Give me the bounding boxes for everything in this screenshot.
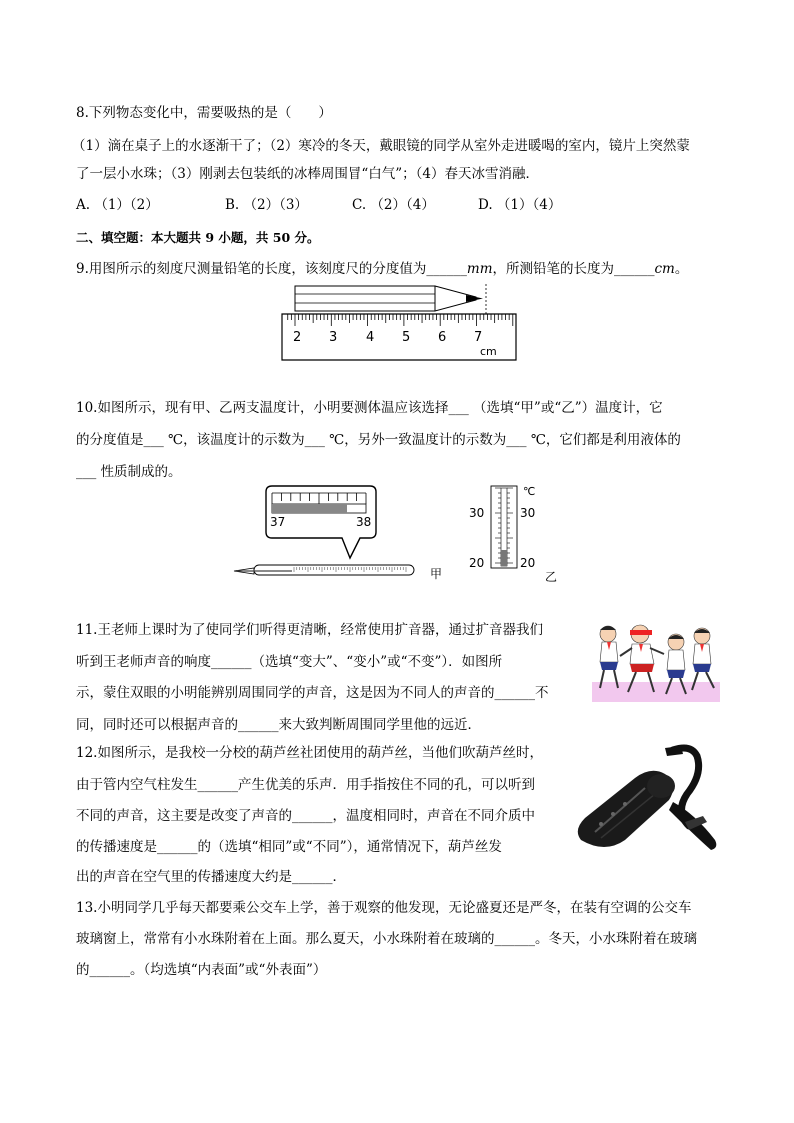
ruler-unit: cm: [480, 345, 497, 358]
q12-line4: 的传播速度是______的（选填“相同”或“不同”），通常情况下，葫芦丝发: [76, 839, 502, 855]
ruler-number-4: 4: [366, 330, 375, 345]
unit-c: ℃: [523, 485, 536, 498]
q9-unit-cm: cm: [654, 261, 675, 277]
ruler-figure: [280, 284, 520, 364]
wall-thermometer-liquid: [501, 550, 507, 566]
ruler-number-3: 3: [329, 330, 338, 345]
q10-line2: 的分度值是___ ℃，该温度计的示数为___ ℃，另外一致温度计的示数为___ ℃，它们都是利用液体的: [76, 432, 681, 448]
clinical-thermometer: [254, 565, 414, 575]
q13-line3: 的______。（均选填“内表面”或“外表面”）: [76, 962, 327, 978]
tick-30-right: 30: [520, 506, 536, 520]
q11-line2: 听到王老师声音的响度______（选填“变大”、“变小”或“不变”）．如图所: [76, 654, 503, 670]
clinical-thermometer-figure: [232, 484, 452, 584]
zoom-label-38: 38: [356, 515, 372, 529]
wall-thermometer-figure: [465, 484, 585, 584]
label-yi: 乙: [545, 570, 558, 584]
q11-line4: 同，同时还可以根据声音的______来大致判断周围同学里他的远近．: [76, 717, 481, 733]
q10-line3: ___ 性质制成的。: [76, 464, 182, 480]
q8-statement-line2: 了一层小水珠；（3）刚剥去包装纸的冰棒周围冒“白气”；（4）春天冰雪消融．: [76, 166, 539, 182]
q11-line1: 11.王老师上课时为了使同学们听得更清晰，经常使用扩音器，通过扩音器我们: [76, 622, 543, 638]
q8-statement-line1: （1）滴在桌子上的水逐渐干了；（2）寒冷的冬天，戴眼镜的同学从室外走进暖喝的室内，镜片上突然蒙: [72, 138, 690, 154]
q8-option-d: D. （1）（4）: [478, 197, 562, 213]
q11-line3: 示，蒙住双眼的小明能辨别周围同学的声音，这是因为不同人的声音的______不: [76, 685, 549, 701]
q8-stem: 8.下列物态变化中，需要吸热的是（ ）: [76, 105, 332, 121]
zoom-mercury-bar: [272, 504, 347, 513]
q10-line1: 10.如图所示，现有甲、乙两支温度计，小明要测体温应该选择___ （选填“甲”或“乙”）温度计，它: [76, 400, 663, 416]
q8-option-a: A. （1）（2）: [76, 197, 159, 213]
section-heading: 二、填空题：本大题共 9 小题，共 50 分。: [76, 230, 320, 245]
q13-line2: 玻璃窗上，常常有小水珠附着在上面。那么夏天，小水珠附着在玻璃的______。冬天，小水珠附着在玻璃: [76, 931, 697, 947]
q9-unit-mm: mm: [466, 261, 493, 277]
tick-30-left: 30: [469, 506, 485, 520]
children-game-illustration: [592, 614, 720, 704]
q8-option-b: B. （2）（3）: [225, 197, 308, 213]
tick-20-left: 20: [469, 556, 485, 570]
q9-text-a: 9.用图所示的刻度尺测量铅笔的长度，该刻度尺的分度值为______: [76, 261, 467, 277]
q9-text-b: ，所测铅笔的长度为______: [492, 261, 655, 277]
zoom-label-37: 37: [270, 515, 286, 529]
q12-line5: 出的声音在空气里的传播速度大约是______．: [76, 869, 346, 885]
q9-text: [76, 260, 688, 278]
label-jia: 甲: [430, 567, 443, 581]
ruler-number-7: 7: [474, 330, 483, 345]
ruler-number-5: 5: [402, 330, 411, 345]
q12-line3: 不同的声音，这主要是改变了声音的______，温度相同时，声音在不同介质中: [76, 808, 535, 824]
q12-line1: 12.如图所示，是我校一分校的葫芦丝社团使用的葫芦丝，当他们吹葫芦丝时，: [76, 745, 543, 761]
q13-line1: 13.小明同学几乎每天都要乘公交车上学，善于观察的他发现，无论盛夏还是严冬，在装有空调的公交车: [76, 900, 692, 916]
pencil-figure: [295, 284, 486, 314]
ruler-number-2: 2: [293, 330, 302, 345]
tick-20-right: 20: [520, 556, 536, 570]
q9-text-c: 。: [674, 261, 689, 277]
q8-option-c: C. （2）（4）: [352, 197, 435, 213]
q12-line2: 由于管内空气柱发生______产生优美的乐声．用手指按住不同的孔，可以听到: [76, 777, 535, 793]
hulusi-illustration: [565, 744, 725, 856]
ruler-number-6: 6: [438, 330, 447, 345]
